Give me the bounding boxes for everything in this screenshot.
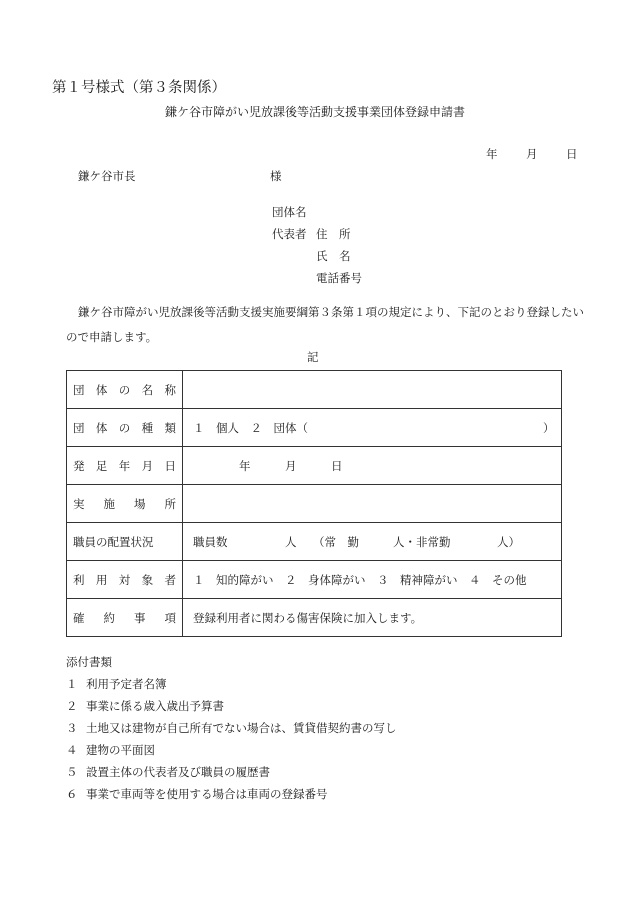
attachment-item [66,676,167,692]
staff-count-label: 職員数 [193,534,228,549]
attachment-item [66,742,155,758]
row-label-org-name [67,371,183,409]
attachment-text: 土地又は建物が自己所有でない場合は、賃貸借契約書の写し [86,721,397,735]
attachment-num: ６ [66,787,78,801]
row-label-target-users [67,561,183,599]
attachments-title: 添付書類 [66,655,112,669]
table-row [67,561,562,599]
fulltime-label: （常 勤 [313,534,359,549]
attachment-text: 建物の平面図 [86,743,155,757]
representative-label: 代表者 [272,227,307,241]
row-label-commitment [67,599,183,637]
org-type-options: １ 個人 ２ 団体（ [193,420,308,435]
row-label-location [67,485,183,523]
attachment-text: 事業で車両等を使用する場合は車両の登録番号 [86,787,328,801]
table-row [67,447,562,485]
founded-date-value[interactable] [183,447,562,485]
attachment-num: ３ [66,721,78,735]
founded-day-label: 日 [331,458,343,473]
target-users-value[interactable] [183,561,562,599]
staff-people-unit: 人 [285,534,297,549]
org-name-value[interactable] [183,371,562,409]
attachment-num: １ [66,677,78,691]
document-title: 鎌ケ谷市障がい児放課後等活動支援事業団体登録申請書 [164,105,465,119]
label-text: 利 用 対 象 者 [73,572,176,587]
parttime-close: 人） [497,534,520,549]
row-label-founded-date [67,447,183,485]
date-day-label: 日 [566,147,578,161]
form-number: 第１号様式（第３条関係） [52,80,226,96]
org-type-value[interactable] [183,409,562,447]
table-row [67,485,562,523]
attachment-item [66,720,397,736]
attachment-text: 利用予定者名簿 [86,677,167,691]
founded-month-label: 月 [285,458,297,473]
staffing-value[interactable] [183,523,562,561]
attachment-num: ４ [66,743,78,757]
org-type-close-paren: ） [543,420,555,435]
attachment-num: ２ [66,699,78,713]
attachment-num: ５ [66,765,78,779]
parttime-label: 人・非常勤 [393,534,451,549]
label-text: 実 施 場 所 [73,496,176,511]
name-label: 氏 名 [316,249,351,263]
target-users-options: １ 知的障がい ２ 身体障がい ３ 精神障がい ４ その他 [193,572,527,587]
table-row [67,371,562,409]
founded-year-label: 年 [239,458,251,473]
label-text: 確 約 事 項 [73,610,176,625]
addressee-honorific: 様 [270,169,282,183]
addressee-name: 鎌ケ谷市長 [78,169,136,183]
org-name-label: 団体名 [272,205,307,219]
commitment-text: 登録利用者に関わる傷害保険に加入します。 [193,610,423,625]
label-text: 団 体 の 種 類 [73,420,176,435]
table-row [67,599,562,637]
commitment-value [183,599,562,637]
application-table [66,370,562,637]
ki-heading: 記 [307,350,319,364]
body-text-line1: 鎌ケ谷市障がい児放課後等活動支援実施要綱第３条第１項の規定により、下記のとおり登録したい [78,305,584,319]
label-text: 職員の配置状況 [73,534,154,549]
date-month-label: 月 [526,147,538,161]
body-text-line2: ので申請します。 [66,330,158,344]
address-label: 住 所 [316,227,351,241]
label-text: 団 体 の 名 称 [73,382,176,397]
attachment-item [66,786,328,802]
date-year-label: 年 [486,147,498,161]
location-value[interactable] [183,485,562,523]
row-label-staffing [67,523,183,561]
label-text: 発 足 年 月 日 [73,458,176,473]
row-label-org-type [67,409,183,447]
attachment-item [66,764,270,780]
table-row [67,523,562,561]
table-row [67,409,562,447]
phone-label: 電話番号 [316,271,362,285]
attachment-text: 事業に係る歳入歳出予算書 [86,699,224,713]
attachment-item [66,698,224,714]
attachment-text: 設置主体の代表者及び職員の履歴書 [86,765,270,779]
